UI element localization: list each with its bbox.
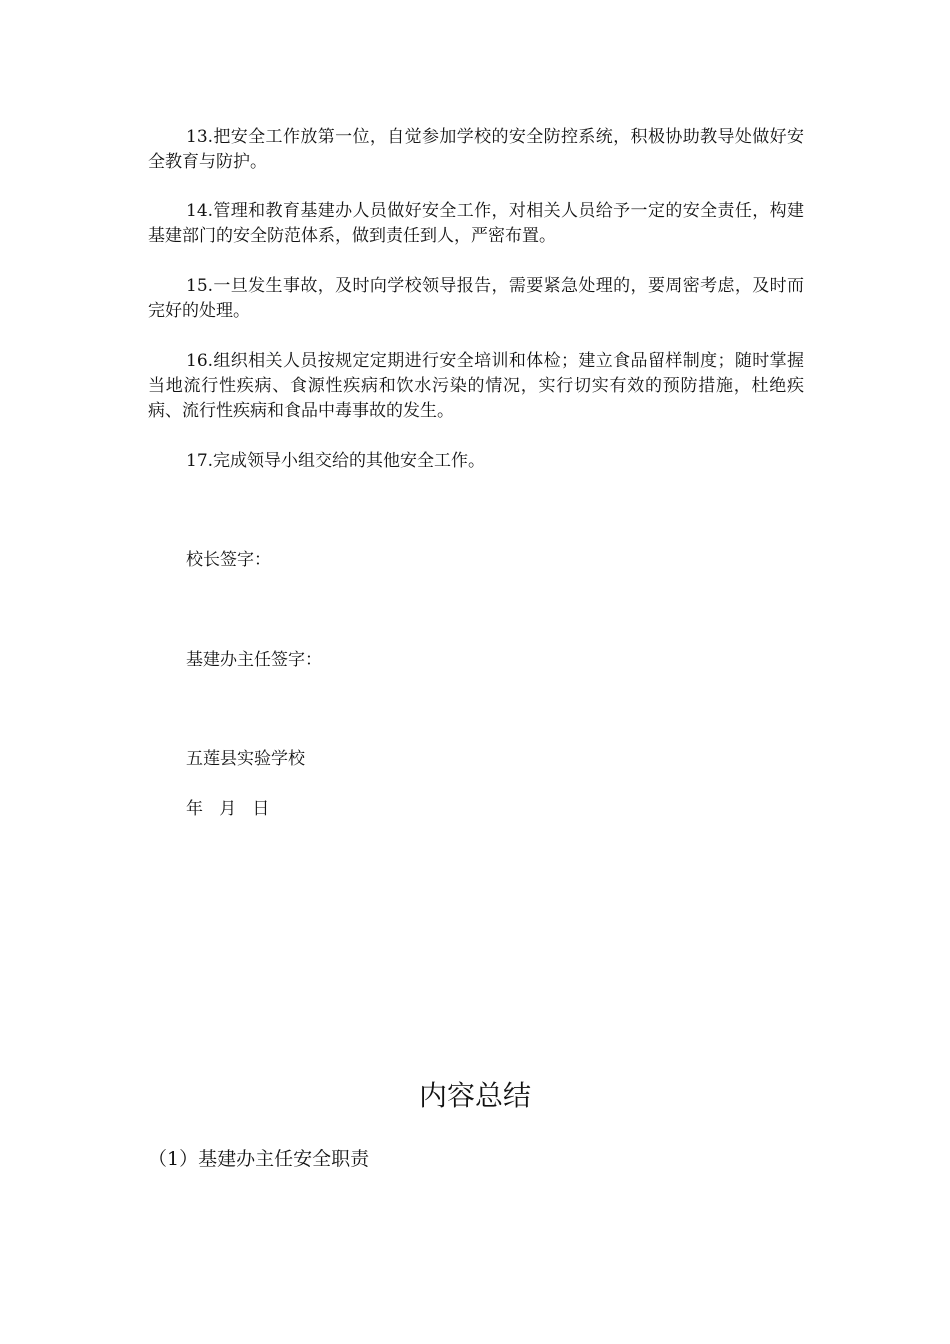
director-signature-label: 基建办主任签字： — [186, 650, 322, 670]
summary-item: （1）基建办主任安全职责 — [148, 1148, 370, 1170]
duty-paragraph-17: 17.完成领导小组交给的其他安全工作。 — [186, 451, 486, 471]
duty-paragraph-15: 15.一旦发生事故，及时向学校领导报告，需要紧急处理的，要周密考虑，及时而完好的处理。 — [148, 276, 804, 321]
school-name: 五莲县实验学校 — [186, 749, 305, 769]
principal-signature-label: 校长签字： — [186, 550, 271, 570]
summary-title: 内容总结 — [418, 1079, 531, 1112]
date-line: 年 月 日 — [186, 799, 270, 819]
duty-paragraph-16: 16.组织相关人员按规定定期进行安全培训和体检；建立食品留样制度；随时掌握当地流行性疾病、食源性疾病和饮水污染的情况，实行切实有效的预防措施，杜绝疾病、流行性疾病和食品中毒事故的发生。 — [148, 351, 804, 421]
duty-paragraph-13: 13.把安全工作放第一位，自觉参加学校的安全防控系统，积极协助教导处做好安全教育与防护。 — [148, 127, 804, 172]
duty-paragraph-14: 14.管理和教育基建办人员做好安全工作，对相关人员给予一定的安全责任，构建基建部门的安全防范体系，做到责任到人，严密布置。 — [148, 201, 804, 246]
